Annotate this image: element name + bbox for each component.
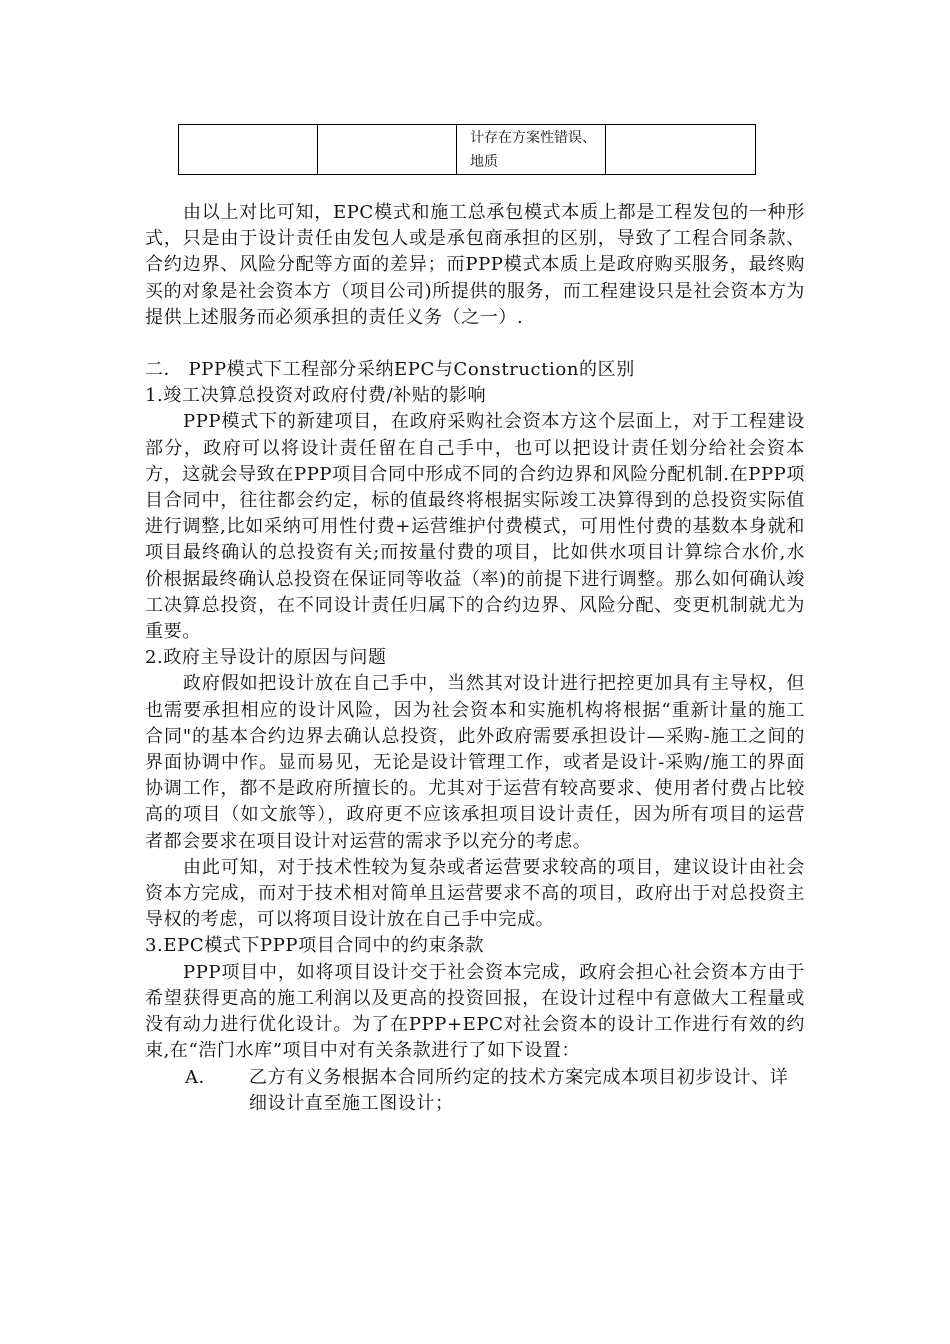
table-row bbox=[179, 125, 756, 175]
list-item-text: 乙方有义务根据本合同所约定的技术方案完成本项目初步设计、详细设计直至施工图设计； bbox=[249, 1066, 789, 1114]
list-item bbox=[145, 1065, 805, 1117]
section-heading: 二． PPP模式下工程部分采纳EPC与Construction的区别 bbox=[145, 359, 635, 381]
subsection-heading-1: 1.竣工决算总投资对政府付费/补贴的影响 bbox=[145, 385, 487, 407]
paragraph-conclusion: 由此可知，对于技术性较为复杂或者运营要求较高的项目，建议设计由社会资本方完成，而对于技术相对简单且运营要求不高的项目，政府出于对总投资主导权的考虑，可以将项目设计放在自己手中完成。 bbox=[145, 856, 805, 931]
blank-line bbox=[145, 331, 805, 357]
table-cell bbox=[179, 125, 318, 175]
paragraph-investment-impact: PPP模式下的新建项目，在政府采购社会资本方这个层面上，对于工程建设部分，政府可以将设计责任留在自己手中，也可以把设计责任划分给社会资本方，这就会导致在PPP项目合同中形成不同的合约边界和风险分配机制.在PPP项目合同中，往往都会约定，标的值最终将根据实际竣工决算得到的总投资实际值进行调整,比如采纳可用性付费+运营维护付费模式，可用性付费的基数本身就和项目最终确认的总投资有关;而按量付费的项目，比如供水项目计算综合水价,水价根据最终确认总投资在保证同等收益（率)的前提下进行调整。那么如何确认竣工决算总投资，在不同设计责任归属下的合约边界、风险分配、变更机制就尤为重要。 bbox=[145, 411, 805, 643]
table-cell bbox=[318, 125, 457, 175]
document-body bbox=[145, 200, 805, 1117]
paragraph-comparison-summary: 由以上对比可知，EPC模式和施工总承包模式本质上都是工程发包的一种形式，只是由于设计责任由发包人或是承包商承担的区别，导致了工程合同条款、合约边界、风险分配等方面的差异；而PPP模式本质上是政府购买服务，最终购买的对象是社会资本方（项目公司)所提供的服务，而工程建设只是社会资本方为提供上述服务而必须承担的责任义务（之一）. bbox=[145, 202, 805, 328]
paragraph-government-design: 政府假如把设计放在自己手中，当然其对设计进行把控更加具有主导权，但也需要承担相应的设计风险，因为社会资本和实施机构将根据“重新计量的施工合同"的基本合约边界去确认总投资，此外政府需要承担设计—采购-施工之间的界面协调中作。显而易见，无论是设计管理工作，或者是设计-采购/施工的界面协调工作，都不是政府所擅长的。尤其对于运营有较高要求、使用者付费占比较高的项目（如文旅等），政府更不应该承担项目设计责任，因为所有项目的运营者都会要求在项目设计对运营的需求予以充分的考虑。 bbox=[145, 673, 805, 852]
comparison-table-fragment bbox=[178, 124, 756, 175]
table-cell: 计存在方案性错误、地质 bbox=[457, 125, 606, 175]
list-marker: A． bbox=[185, 1066, 218, 1088]
subsection-heading-2: 2.政府主导设计的原因与问题 bbox=[145, 647, 387, 669]
paragraph-epc-constraints: PPP项目中，如将项目设计交于社会资本完成，政府会担心社会资本方由于希望获得更高的施工利润以及更高的投资回报，在设计过程中有意做大工程量或没有动力进行优化设计。为了在PPP+EPC对社会资本的设计工作进行有效的约束,在“浩门水库”项目中对有关条款进行了如下设置： bbox=[145, 961, 805, 1062]
table-cell bbox=[606, 125, 756, 175]
subsection-heading-3: 3.EPC模式下PPP项目合同中的约束条款 bbox=[145, 935, 485, 957]
